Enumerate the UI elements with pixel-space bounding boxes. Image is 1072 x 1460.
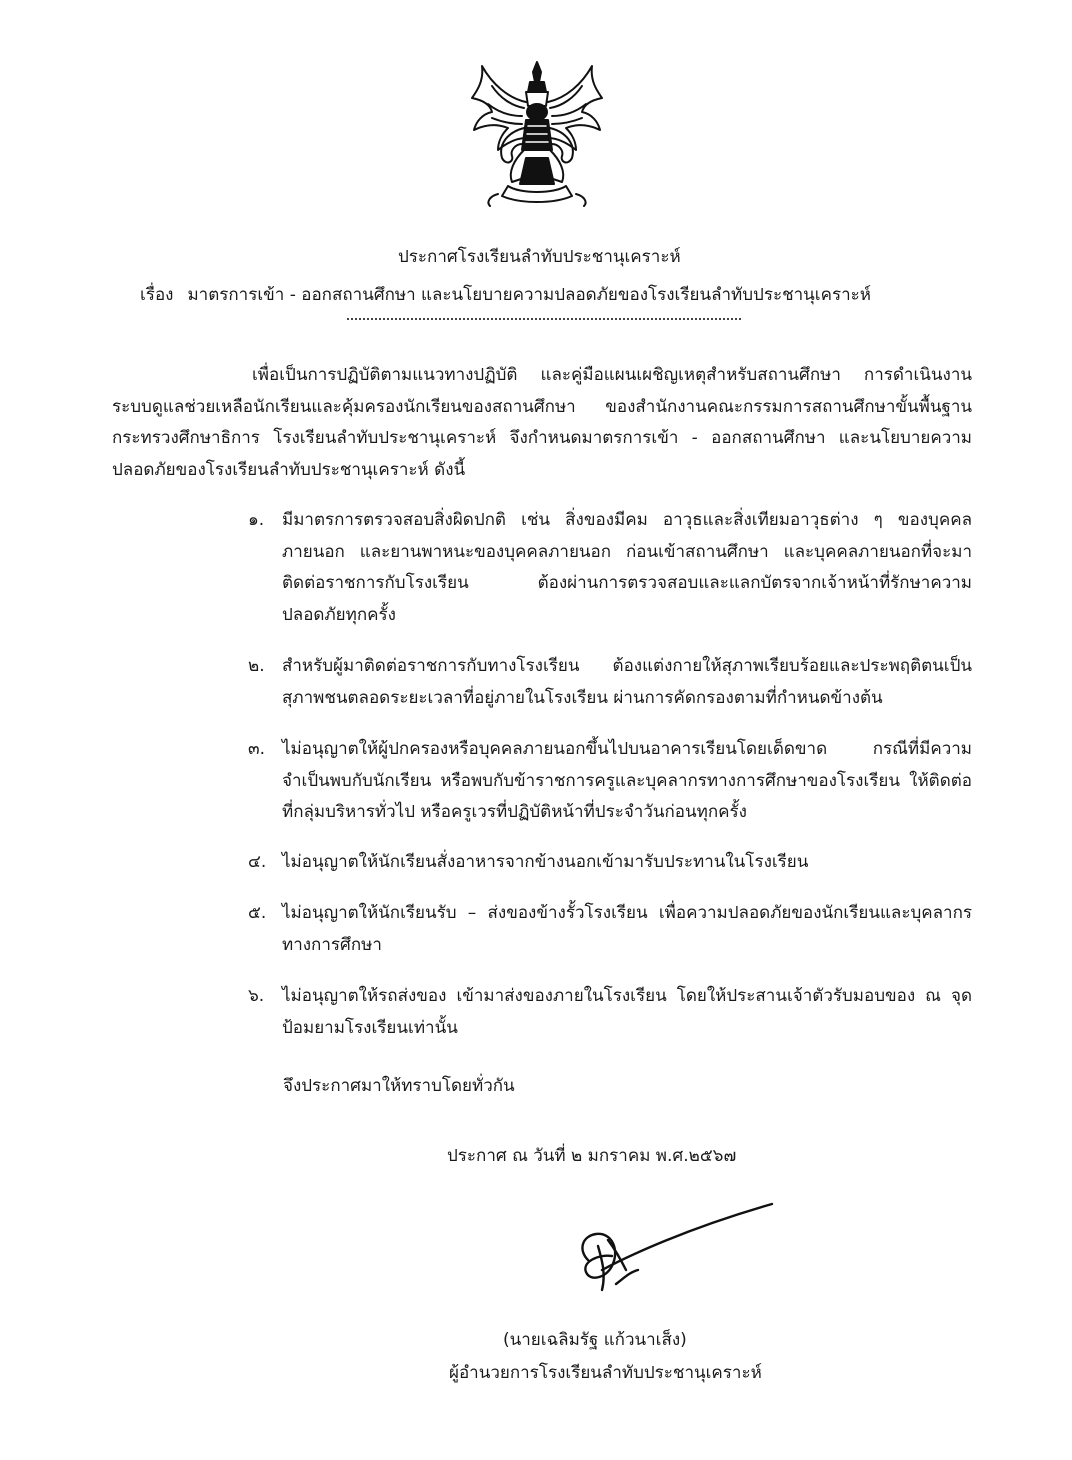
subject-text: มาตรการเข้า - ออกสถานศึกษา และนโยบายความปลอดภัยของโรงเรียนลำทับประชานุเคราะห์ bbox=[187, 285, 871, 305]
list-item bbox=[248, 898, 972, 961]
item-text: ไม่อนุญาตให้นักเรียนรับ – ส่งของข้างรั้วโรงเรียน เพื่อความปลอดภัยของนักเรียนและบุคลากรทางการศึกษา bbox=[282, 903, 972, 955]
item-number: ๖. bbox=[248, 986, 265, 1006]
list-item bbox=[248, 734, 972, 829]
item-number: ๔. bbox=[248, 851, 267, 872]
closing-statement: จึงประกาศมาให้ทราบโดยทั่วกัน bbox=[283, 1076, 515, 1096]
item-number: ๓. bbox=[248, 739, 266, 759]
item-text: ไม่อนุญาตให้ผู้ปกครองหรือบุคคลภายนอกขึ้นไปบนอาคารเรียนโดยเด็ดขาด กรณีที่มีความจำเป็นพบกับนักเรียน หรือพบกับข้าราชการครูและบุคลากรทางการศึกษาของโรงเรียน ให้ติดต่อที่กลุ่มบริหารทั่วไป หรือครูเวรที่ปฏิบัติหน้าที่ประจำวันก่อนทุกครั้ง bbox=[282, 739, 972, 822]
item-text: ไม่อนุญาตให้นักเรียนสั่งอาหารจากข้างนอกเข้ามารับประทานในโรงเรียน bbox=[282, 851, 809, 872]
list-item bbox=[248, 981, 972, 1044]
measures-list bbox=[248, 505, 972, 1044]
signer-position: ผู้อำนวยการโรงเรียนลำทับประชานุเคราะห์ bbox=[449, 1363, 762, 1383]
dotted-divider bbox=[347, 318, 741, 320]
list-item bbox=[248, 847, 972, 879]
handwritten-signature bbox=[568, 1200, 782, 1308]
announcement-subject bbox=[140, 284, 871, 306]
subject-label: เรื่อง bbox=[140, 285, 174, 305]
garuda-emblem-icon bbox=[468, 58, 606, 208]
announcement-date: ประกาศ ณ วันที่ ๒ มกราคม พ.ศ.๒๕๖๗ bbox=[447, 1146, 737, 1166]
list-item bbox=[248, 651, 972, 714]
item-number: ๒. bbox=[248, 656, 265, 676]
item-text: สำหรับผู้มาติดต่อราชการกับทางโรงเรียน ต้องแต่งกายให้สุภาพเรียบร้อยและประพฤติตนเป็นสุภาพชนตลอดระยะเวลาที่อยู่ภายในโรงเรียน ผ่านการคัดกรองตามที่กำหนดข้างต้น bbox=[282, 656, 972, 708]
item-number: ๑. bbox=[248, 510, 265, 530]
item-text: มีมาตรการตรวจสอบสิ่งผิดปกติ เช่น สิ่งของมีคม อาวุธและสิ่งเทียมอาวุธต่าง ๆ ของบุคคลภายนอก และยานพาหนะของบุคคลภายนอก ก่อนเข้าสถานศึกษา และบุคคลภายนอกที่จะมาติดต่อราชการกับโรงเรียน ต้องผ่านการตรวจสอบและแลกบัตรจากเจ้าหน้าที่รักษาความปลอดภัยทุกครั้ง bbox=[282, 510, 972, 625]
item-text: ไม่อนุญาตให้รถส่งของ เข้ามาส่งของภายในโรงเรียน โดยให้ประสานเจ้าตัวรับมอบของ ณ จุดป้อมยามโรงเรียนเท่านั้น bbox=[282, 986, 972, 1038]
item-number: ๕. bbox=[248, 903, 267, 923]
announcement-title: ประกาศโรงเรียนลำทับประชานุเคราะห์ bbox=[398, 247, 681, 267]
intro-paragraph: เพื่อเป็นการปฏิบัติตามแนวทางปฏิบัติ และคู่มือแผนเผชิญเหตุสำหรับสถานศึกษา การดำเนินงานระบบดูแลช่วยเหลือนักเรียนและคุ้มครองนักเรียนของสถานศึกษา ของสำนักงานคณะกรรมการสถานศึกษาขั้นพื้นฐาน กระทรวงศึกษาธิการ โรงเรียนลำทับประชานุเคราะห์ จึงกำหนดมาตรการเข้า - ออกสถานศึกษา และนโยบายความปลอดภัยของโรงเรียนลำทับประชานุเคราะห์ ดังนี้ bbox=[112, 365, 972, 480]
signer-name: (นายเฉลิมรัฐ แก้วนาเส็ง) bbox=[503, 1330, 687, 1350]
list-item bbox=[248, 505, 972, 631]
